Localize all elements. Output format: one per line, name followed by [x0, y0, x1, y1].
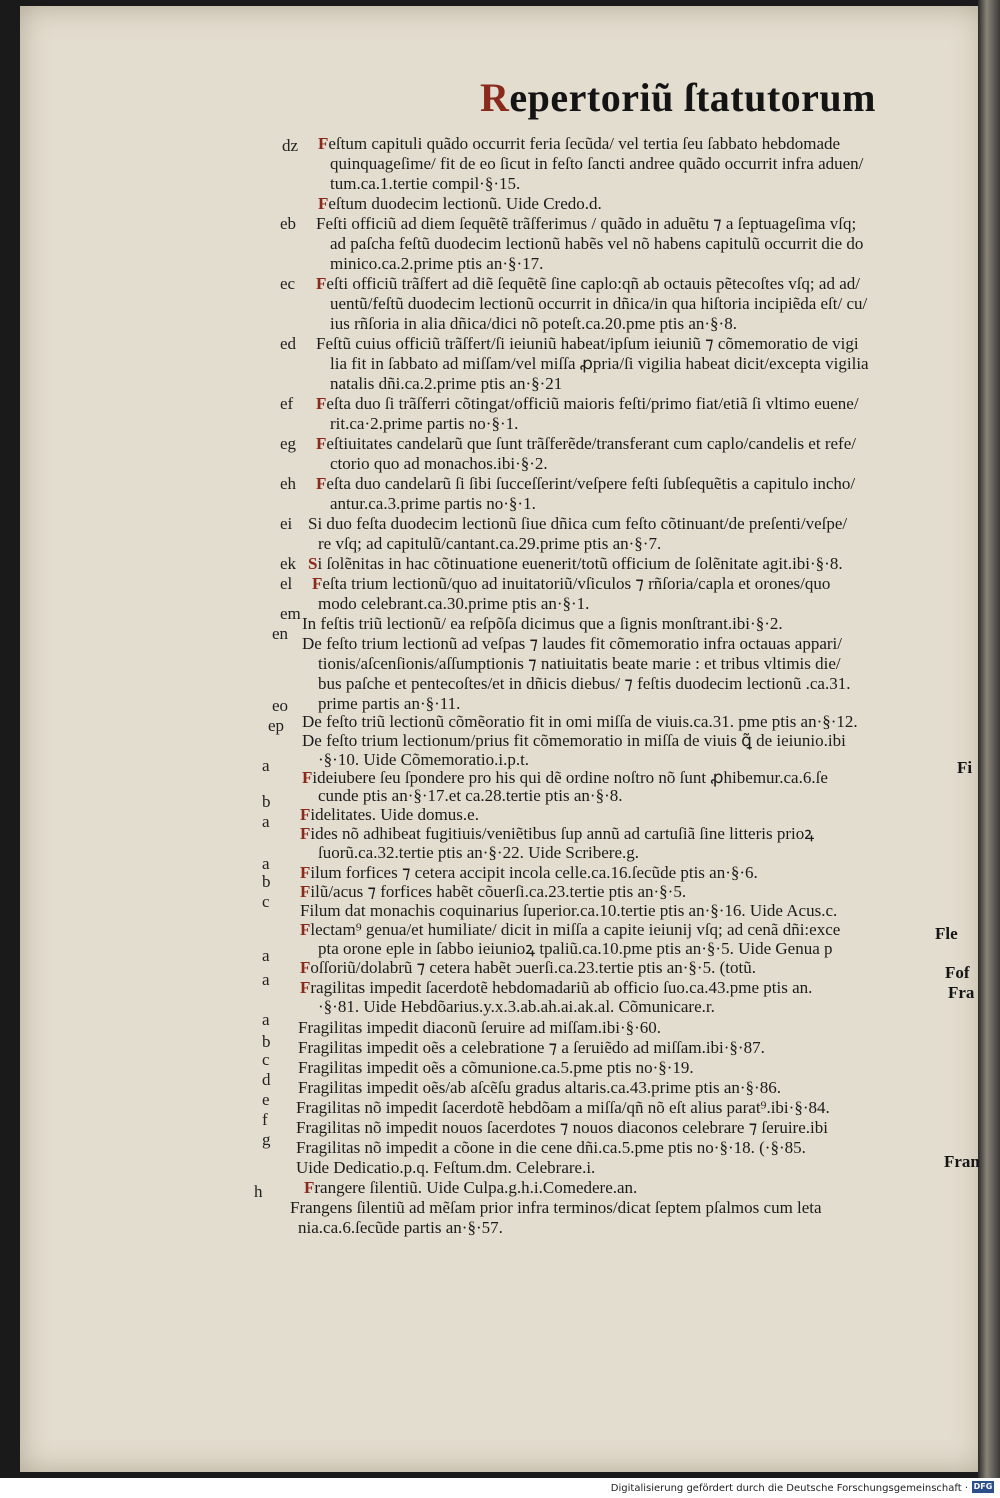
footer-credit: Digitalisierung gefördert durch die Deutsche Forschungsgemeinschaft ·	[610, 1483, 968, 1494]
entry-line: ctorio quo ad monachos.ibi·§·2.	[330, 454, 548, 473]
entry-line: Filum dat monachis coquinarius ſuperior.ca.10.tertie ptis an·§·16. Uide Acus.c.	[300, 901, 838, 920]
margin-letter: eb	[280, 214, 297, 233]
margin-letter: f	[262, 1110, 268, 1129]
margin-letter: em	[280, 604, 301, 623]
margin-letter: b	[262, 1032, 271, 1051]
entry-line: lia fit in ſabbato ad miſſam/vel miſſa ꝓpria/ſi vigilia habeat dicit/excepta vigilia	[330, 354, 869, 373]
margin-letter: a	[262, 756, 270, 775]
entry-line: uentũ/feſtũ duodecim lectionũ occurrit in dñica/in qua hiſtoria incipiẽda eſt/ cu/	[330, 294, 868, 313]
margin-letter: ef	[280, 394, 294, 413]
margin-letter: a	[262, 970, 270, 989]
margin-letter: h	[254, 1182, 263, 1201]
entry-line: Feſta duo candelarũ ſi ſibi ſucceſſerint/veſpere feſti ſubſequẽtis a capitulo incho/	[316, 474, 856, 493]
margin-letter: a	[262, 946, 270, 965]
margin-letter: a	[262, 812, 270, 831]
entry-line: De feſto triũ lectionũ cõmẽoratio fit in omi miſſa de viuis.ca.31. pme ptis an·§·12.	[302, 712, 858, 731]
entry-line: Fragilitas nõ impedit a cõone in die cene dñi.ca.5.pme ptis no·§·18. (·§·85.	[296, 1138, 806, 1157]
margin-letter: b	[262, 792, 271, 811]
margin-letter: a	[262, 854, 270, 873]
entry-line: De feſto trium lectionum/prius fit cõmemoratio in miſſa de viuis ꝗ̃ de ieiunio.ibi	[302, 731, 846, 750]
entry-line: Fragilitas impedit oẽs/ab aſcẽſu gradus altaris.ca.43.prime ptis an·§·86.	[298, 1078, 781, 1097]
margin-letter: b	[262, 872, 271, 891]
page-edge	[978, 0, 1000, 1478]
entry-line: re vſq; ad capitulũ/cantant.ca.29.prime ptis an·§·7.	[318, 534, 662, 553]
entry-line: nia.ca.6.ſecũde partis an·§·57.	[298, 1218, 503, 1237]
entry-line: tionis/aſcenſionis/aſſumptionis ⁊ natiuitatis beate marie : et tribus vltimis die/	[318, 654, 841, 673]
entry-line: Si ſolẽnitas in hac cõtinuatione euenerit/totũ officium de ſolẽnitate agit.ibi·§·8.	[308, 554, 843, 573]
entry-line: modo celebrant.ca.30.prime ptis an·§·1.	[318, 594, 590, 613]
entry-line: Fragilitas impedit oẽs a celebratione ⁊ a ſeruiẽdo ad miſſam.ibi·§·87.	[298, 1038, 765, 1057]
running-catchword: Fra	[948, 983, 975, 1002]
page-header-title	[480, 74, 876, 121]
entry-line: tum.ca.1.tertie compil·§·15.	[330, 174, 521, 193]
entry-line: ·§·81. Uide Hebdõarius.y.x.3.ab.ah.ai.ak.al. Cõmunicare.r.	[318, 997, 715, 1016]
entry-line: bus paſche et pentecoſtes/et in dñicis diebus/ ⁊ feſtis duodecim lectionũ .ca.31.	[318, 674, 851, 693]
header-title-rest: epertoriũ ſtatutorum	[509, 75, 876, 120]
entry-line: Foſſoriũ/dolabrũ ⁊ cetera habẽt ↄuerſi.ca.23.tertie ptis an·§·5. (totũ.	[300, 958, 756, 977]
entry-line: cunde ptis an·§·17.et ca.28.tertie ptis an·§·8.	[318, 786, 623, 805]
margin-letter: ei	[280, 514, 293, 533]
margin-letter: dz	[282, 136, 299, 155]
entry-line: Filũ/acus ⁊ forfices habẽt cõuerſi.ca.23.tertie ptis an·§·5.	[300, 882, 687, 901]
margin-letter: ed	[280, 334, 297, 353]
entry-line: Filum forfices ⁊ cetera accipit incola celle.ca.16.ſecũde ptis an·§·6.	[300, 863, 758, 882]
entry-line: Feſtiuitates candelarũ que ſunt trãſferẽde/transferant cum caplo/candelis et refe/	[316, 434, 856, 453]
entry-line: Feſti officiũ ad diem ſequẽtẽ trãſferimus / quãdo in aduẽtu ⁊ a ſeptuageſima vſq;	[316, 214, 857, 233]
dfg-logo: DFG	[973, 1482, 993, 1491]
entry-line: pta orone eple in ſabbo ieiunioꝝ tpaliũ.ca.10.pme ptis an·§·5. Uide Genua p	[318, 939, 833, 958]
entry-line: Frangere ſilentiũ. Uide Culpa.g.h.i.Comedere.an.	[304, 1178, 638, 1197]
margin-letter: g	[262, 1130, 271, 1149]
margin-letter: c	[262, 892, 270, 911]
margin-letter: el	[280, 574, 293, 593]
margin-letter: eg	[280, 434, 297, 453]
entry-line: prime partis an·§·11.	[318, 694, 461, 713]
header-initial: R	[480, 75, 510, 120]
entry-line: Uide Dedicatio.p.q. Feſtum.dm. Celebrare.i.	[296, 1158, 596, 1177]
running-catchword: Fran	[944, 1152, 980, 1171]
entry-line: Feſtũ cuius officiũ trãſfert/ſi ieiuniũ habeat/ipſum ieiuniũ ⁊ cõmemoratio de vigi	[316, 334, 859, 353]
entry-line: In feſtis triũ lectionũ/ ea reſpõſa dicimus que a ſignis monſtrant.ibi·§·2.	[302, 614, 783, 633]
entry-line: Feſta duo ſi trãſferri cõtingat/officiũ maioris feſti/primo fiat/etiã ſi vltimo euene/	[316, 394, 859, 413]
entry-line: Fragilitas impedit diaconũ ſeruire ad miſſam.ibi·§·60.	[298, 1018, 662, 1037]
entry-line: rit.ca·2.prime partis no·§·1.	[330, 414, 519, 433]
entry-line: Fidelitates. Uide domus.e.	[300, 805, 479, 824]
entry-line: Fideiubere ſeu ſpondere pro his qui dẽ ordine noſtro nõ ſunt ꝓhibemur.ca.6.ſe	[302, 768, 828, 787]
entry-line: Feſtum duodecim lectionũ. Uide Credo.d.	[318, 194, 602, 213]
entry-line: Frangens ſilentiũ ad mẽſam prior infra terminos/dicat ſeptem pſalmos cum leta	[290, 1198, 822, 1217]
entry-line: Fragilitas impedit oẽs a cõmunione.ca.5.pme ptis no·§·19.	[298, 1058, 694, 1077]
entry-line: natalis dñi.ca.2.prime ptis an·§·21	[330, 374, 563, 393]
entry-line: ·§·10. Uide Cõmemoratio.i.p.t.	[318, 750, 530, 769]
entry-line: Si duo feſta duodecim lectionũ ſiue dñica cum feſto cõtinuant/de preſenti/veſpe/	[308, 514, 848, 533]
entry-line: ius rñſoria in alia dñica/dici nõ poteſt.ca.20.pme ptis an·§·8.	[330, 314, 737, 333]
margin-letter: a	[262, 1010, 270, 1029]
running-catchword: Fi	[957, 758, 973, 777]
entry-line: Fragilitas impedit ſacerdotẽ hebdomadariũ ab officio ſuo.ca.43.pme ptis an.	[300, 978, 813, 997]
margin-letter: ep	[268, 716, 285, 735]
entry-line: Feſti officiũ trãſfert ad diẽ ſequẽtẽ ſine caplo:qñ ab octauis pẽtecoſtes vſq; ad ad/	[316, 274, 860, 293]
margin-letter: ec	[280, 274, 296, 293]
entry-line: Fragilitas nõ impedit nouos ſacerdotes ⁊ nouos diaconos celebrare ⁊ ſeruire.ibi	[296, 1118, 828, 1137]
entry-line: Flectam⁹ genua/et humiliate/ dicit in miſſa a capite ieiunij vſq; ad cenã dñi:exce	[300, 920, 841, 939]
margin-letter: e	[262, 1090, 270, 1109]
entry-line: Feſta trium lectionũ/quo ad inuitatoriũ/vſiculos ⁊ rñſoria/capla et orones/quo	[312, 574, 831, 593]
margin-letter: eo	[272, 696, 289, 715]
margin-letter: eh	[280, 474, 297, 493]
running-catchword: Fof	[945, 963, 970, 982]
entry-line: Fragilitas nõ impedit ſacerdotẽ hebdõam a miſſa/qñ nõ eſt alius parat⁹.ibi·§·84.	[296, 1098, 830, 1117]
margin-letter: d	[262, 1070, 271, 1089]
entry-line: Fides nõ adhibeat fugitiuis/veniẽtibus ſup annũ ad cartuſiã ſine litteris prioꝝ	[300, 824, 815, 843]
entry-line: ſuorũ.ca.32.tertie ptis an·§·22. Uide Scribere.g.	[318, 843, 640, 862]
running-catchword: Fle	[935, 924, 958, 943]
entry-line: Feſtum capituli quãdo occurrit feria ſecũda/ vel tertia ſeu ſabbato hebdomade	[318, 134, 841, 153]
entry-line: antur.ca.3.prime partis no·§·1.	[330, 494, 536, 513]
margin-letter: ek	[280, 554, 297, 573]
entry-line: De feſto trium lectionũ ad veſpas ⁊ laudes fit cõmemoratio infra octauas appari/	[302, 634, 842, 653]
margin-letter: en	[272, 624, 289, 643]
entry-line: ad paſcha feſtũ duodecim lectionũ habẽs vel nõ habens capitulũ occurrit die do	[330, 234, 864, 253]
margin-letter: c	[262, 1050, 270, 1069]
entry-line: minico.ca.2.prime ptis an·§·17.	[330, 254, 544, 273]
entry-line: quinquageſime/ fit de eo ſicut in feſto ſancti andree quãdo occurrit infra aduen/	[330, 154, 864, 173]
